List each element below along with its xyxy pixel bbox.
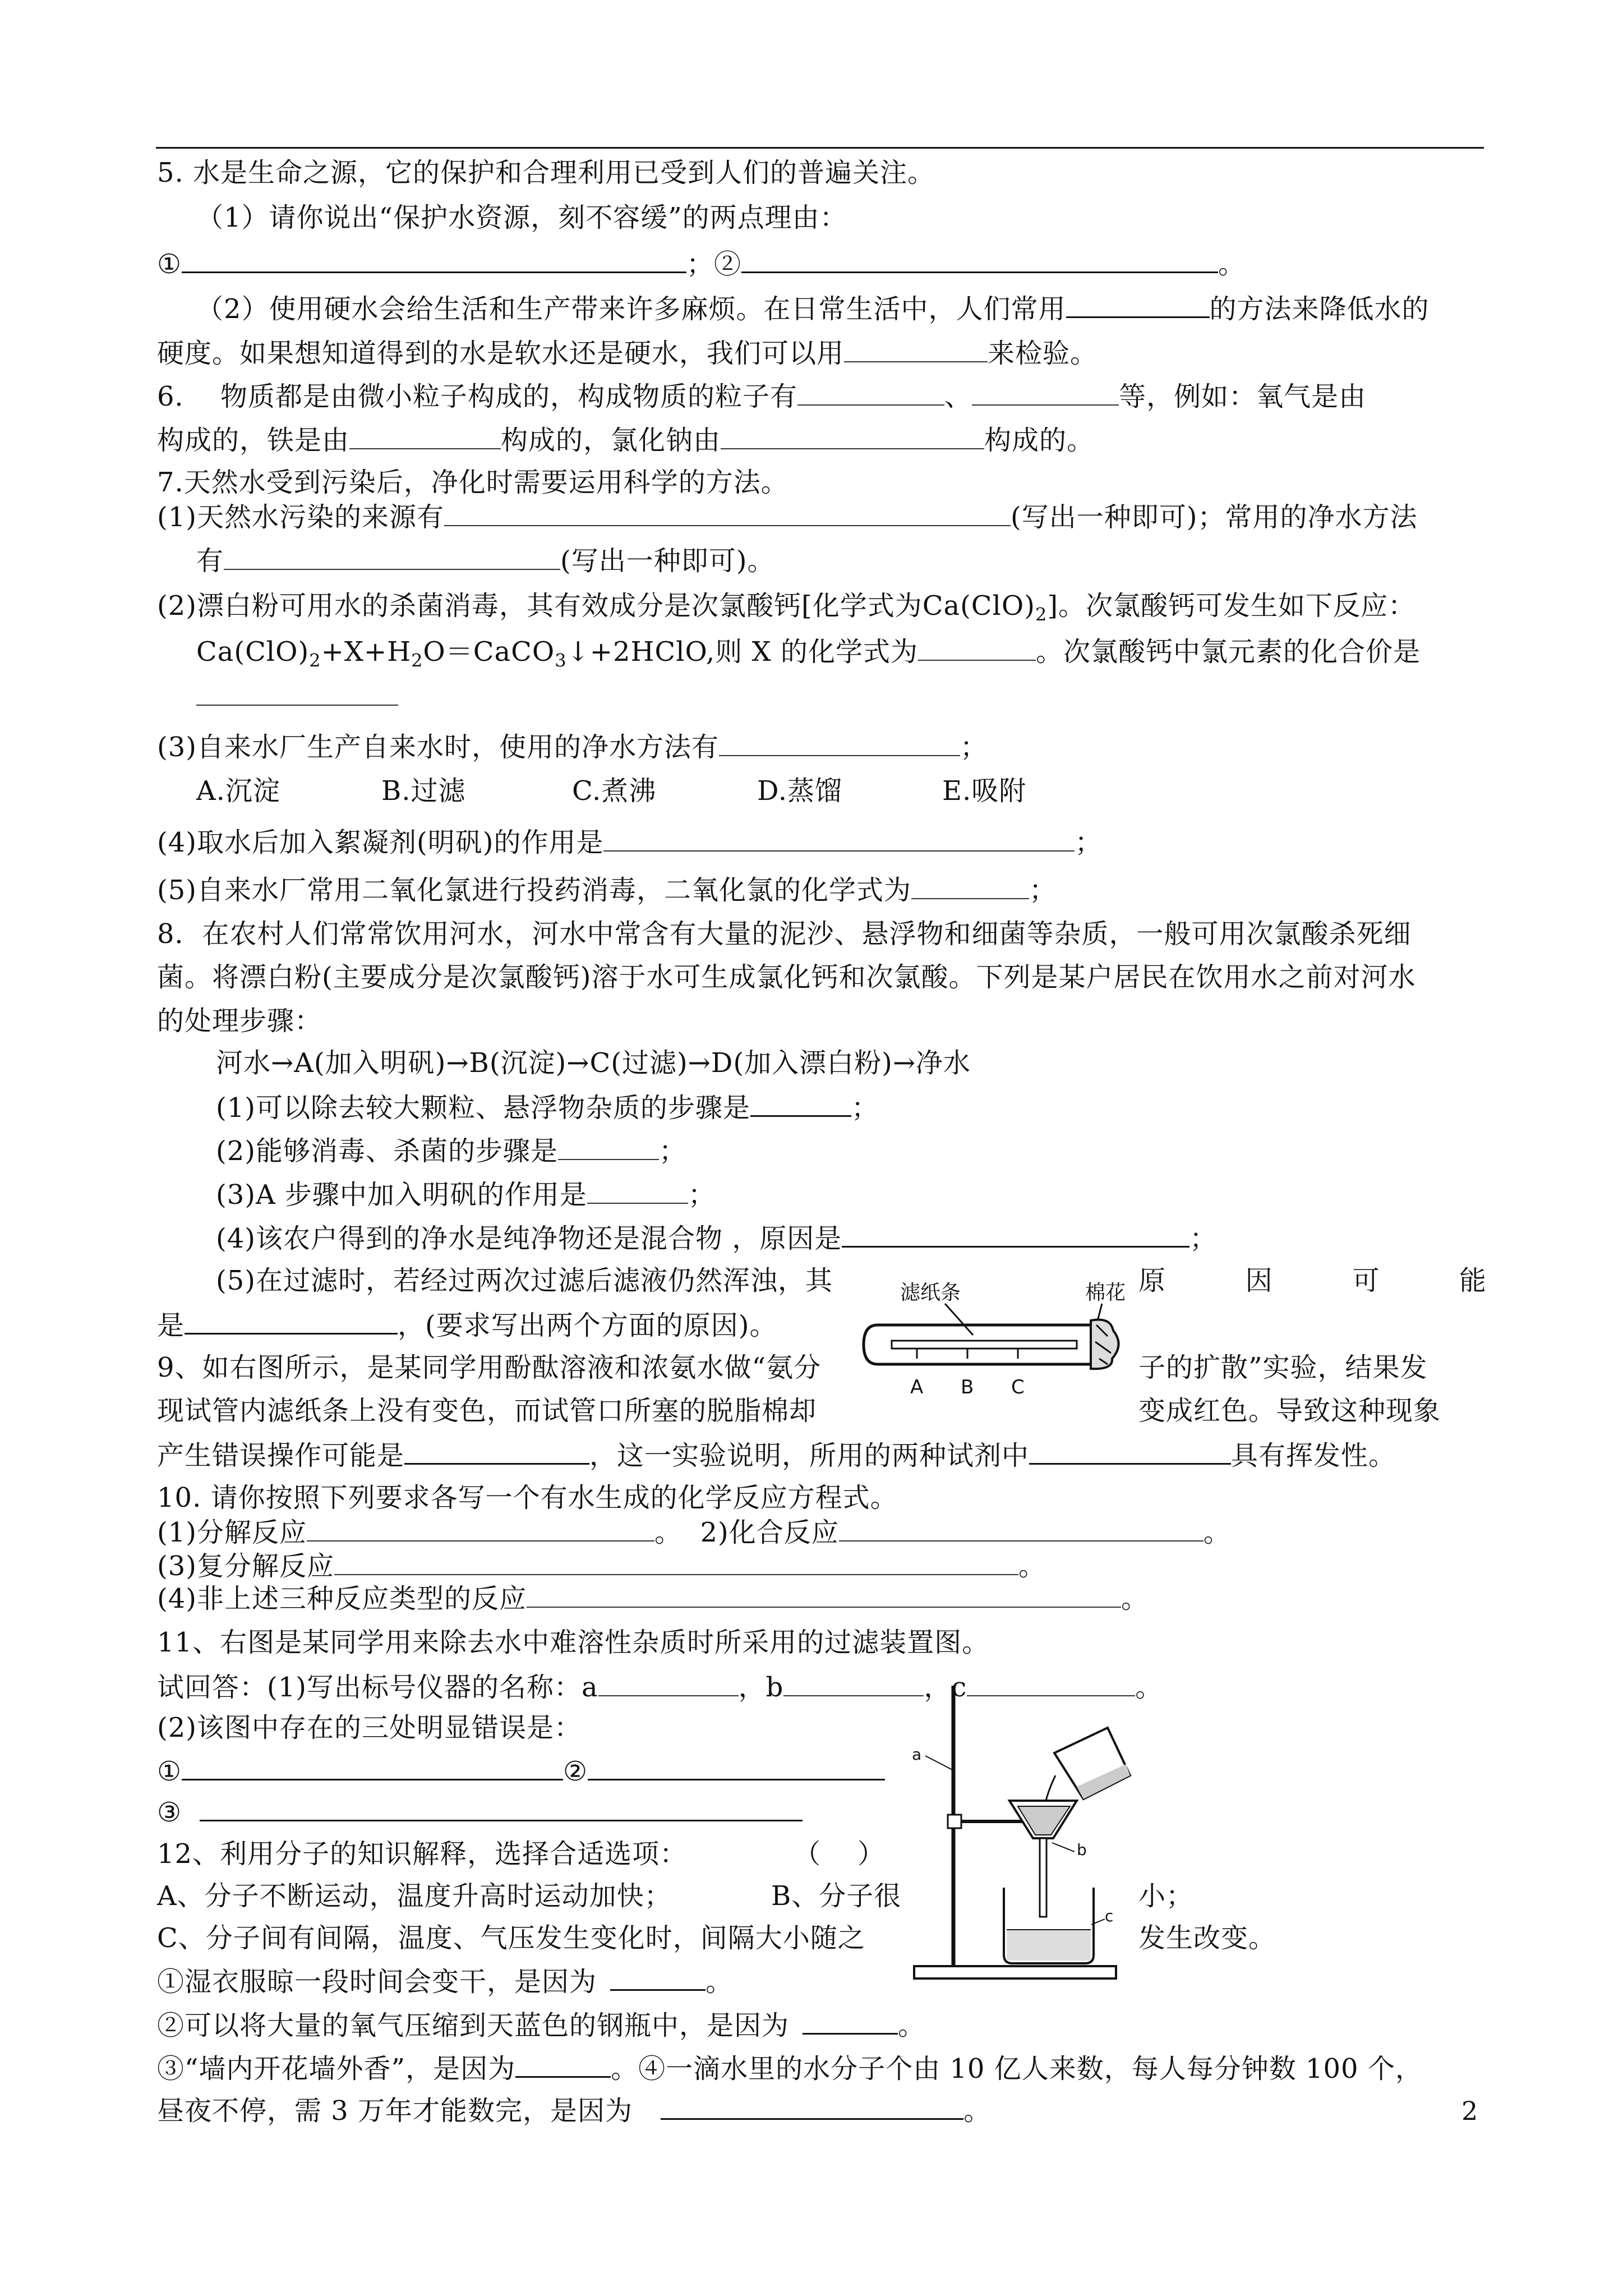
- text: 构成的，铁是由: [157, 425, 350, 456]
- q12-part1: [157, 1963, 733, 1999]
- q12-option-c-end: [1138, 1921, 1276, 1955]
- text: 硬度。如果想知道得到的水是软水还是硬水，我们可以用: [157, 338, 845, 369]
- q11-part2-answer3: [157, 1794, 803, 1829]
- answer-paren[interactable]: （ ）: [794, 1838, 886, 1870]
- q8-part3: [216, 1177, 716, 1212]
- text: 变成红色。导致这种现象: [1138, 1395, 1441, 1427]
- q6-cont: [157, 422, 1094, 457]
- option: A.沉淀: [196, 775, 280, 807]
- q10-part4: [157, 1581, 1149, 1616]
- q8-part5-cont: [157, 1307, 777, 1342]
- text: (写出一种即可)；常用的净水方法: [1011, 501, 1418, 533]
- text: 2: [1035, 604, 1048, 625]
- text: ③“墙内开花墙外香”，是因为: [157, 2053, 516, 2085]
- q11-title: [157, 1626, 989, 1659]
- text: 12、利用分子的知识解释，选择合适选项：: [157, 1838, 688, 1870]
- text: 3: [555, 650, 567, 671]
- text: ，这一实验说明，所用的两种试剂中: [589, 1440, 1030, 1471]
- q12-option-c: [157, 1921, 865, 1955]
- answer-blank[interactable]: [1066, 291, 1210, 318]
- text: 产生错误操作可能是: [157, 1440, 405, 1471]
- text: 原: [1138, 1265, 1166, 1296]
- test-tube-diagram: [861, 1269, 1130, 1415]
- mark-label: A: [910, 1376, 924, 1398]
- text: ，(要求写出两个方面的原因)。: [398, 1310, 777, 1341]
- text: 小；: [1138, 1880, 1194, 1912]
- text: ；: [1189, 1223, 1218, 1254]
- option: C.煮沸: [572, 775, 657, 807]
- text: 是: [157, 1310, 185, 1341]
- text: ，c: [924, 1672, 967, 1703]
- answer-blank[interactable]: [719, 729, 960, 756]
- label-c: c: [1105, 1907, 1114, 1925]
- answer-blank[interactable]: [741, 246, 1218, 273]
- q12-title: [157, 1837, 687, 1871]
- text: ↓+2HClO,则 X 的化学式为: [566, 636, 918, 668]
- answer-blank[interactable]: [783, 1669, 924, 1696]
- text: (1)天然水污染的来源有: [157, 501, 444, 533]
- q5-part1: [196, 201, 847, 234]
- header-rule: [156, 147, 1484, 149]
- text: （2）使用硬水会给生活和生产带来许多麻烦。在日常生活中，人们常用: [196, 293, 1066, 325]
- q8-part5: [216, 1264, 833, 1297]
- q7-part3: [157, 729, 988, 764]
- label-a: a: [912, 1745, 922, 1764]
- q9-line1b: [1138, 1351, 1428, 1384]
- q7-blank-line: [196, 679, 398, 714]
- text: 的处理步骤：: [157, 1005, 322, 1037]
- text: ①: [157, 1756, 182, 1787]
- q8-line1: [157, 917, 1412, 951]
- q5-part2-cont: [157, 335, 1098, 370]
- text: 。: [1203, 1517, 1231, 1548]
- text: 来检验。: [988, 338, 1098, 369]
- text: ①: [157, 249, 182, 280]
- page-number: 2: [1461, 2096, 1478, 2126]
- q9-line1: [157, 1351, 821, 1384]
- q8-part5-justified: [1138, 1264, 1486, 1297]
- answer-blank[interactable]: [918, 634, 1036, 661]
- text: (1)分解反应: [157, 1517, 307, 1548]
- answer-blank[interactable]: [558, 1133, 659, 1160]
- answer-blank[interactable]: [200, 1794, 803, 1821]
- q12-part3: [157, 2050, 1423, 2086]
- q8-part2: [216, 1133, 686, 1168]
- answer-blank[interactable]: [797, 379, 944, 406]
- text: ③: [157, 1797, 182, 1828]
- answer-blank[interactable]: [404, 1437, 589, 1465]
- q12-part4: [157, 2092, 991, 2128]
- text: 因: [1245, 1265, 1272, 1296]
- answer-blank[interactable]: [182, 1753, 563, 1780]
- q5-part2: [196, 291, 1430, 326]
- text: 现试管内滤纸条上没有变色，而试管口所塞的脱脂棉却: [157, 1395, 817, 1427]
- q12-option-a: [157, 1879, 672, 1913]
- q7-part4: [157, 825, 1102, 859]
- text: 可: [1352, 1265, 1380, 1296]
- cotton-label: 棉花: [1085, 1281, 1126, 1304]
- text: ；: [851, 1092, 879, 1124]
- text: 7.天然水受到污染后，净化时需要运用科学的方法。: [157, 467, 789, 498]
- text: ①湿衣服晾一段时间会变干，是因为: [157, 1966, 597, 1998]
- text: ；: [960, 731, 988, 763]
- text: 2: [309, 650, 321, 671]
- text: 10. 请你按照下列要求各写一个有水生成的化学反应方程式。: [157, 1482, 898, 1513]
- text: A、分子不断运动，温度升高时运动加快；: [157, 1880, 672, 1912]
- mark-label: C: [1011, 1376, 1025, 1398]
- text: 。: [898, 2010, 926, 2041]
- text: 。: [706, 1966, 734, 1998]
- text: (5)在过滤时，若经过两次过滤后滤液仍然浑浊，其: [216, 1265, 833, 1296]
- text: 。④一滴水里的水分子个由 10 亿人来数，每人每分钟数 100 个，: [611, 2053, 1423, 2085]
- text: 6． 物质都是由微小粒子构成的，构成物质的粒子有: [157, 381, 798, 412]
- text: 2: [411, 650, 423, 671]
- q7-part2: [157, 589, 1415, 632]
- answer-blank[interactable]: [444, 499, 1011, 526]
- answer-blank[interactable]: [721, 422, 984, 449]
- answer-blank[interactable]: [224, 543, 560, 570]
- text: 。: [963, 2095, 992, 2127]
- text: （1）请你说出“保护水资源，刻不容缓”的两点理由：: [196, 202, 847, 233]
- answer-blank[interactable]: [588, 1753, 885, 1780]
- q7-part1-cont: [196, 543, 774, 578]
- q11-part2: [157, 1711, 582, 1745]
- text: (4)该农户得到的净水是纯净物还是混合物 ，原因是: [216, 1223, 842, 1254]
- text: (2)该图中存在的三处明显错误是：: [157, 1712, 582, 1743]
- option: D.蒸馏: [757, 775, 843, 807]
- text: 。 2)化合反应: [654, 1517, 839, 1548]
- text: 子的扩散”实验，结果发: [1138, 1352, 1428, 1383]
- q7-part1: [157, 499, 1417, 534]
- q8-steps: [216, 1046, 971, 1080]
- text: 菌。将漂白粉(主要成分是次氯酸钙)溶于水可生成氯化钙和次氯酸。下列是某户居民在饮用水之前对河水: [157, 961, 1416, 993]
- q11-part2-answers: [157, 1753, 885, 1788]
- text: (3)A 步骤中加入明矾的作用是: [216, 1179, 587, 1211]
- q10-part1: [157, 1515, 1231, 1549]
- q7-equation: [196, 634, 1421, 678]
- answer-blank[interactable]: [972, 379, 1119, 406]
- text: (4)非上述三种反应类型的反应: [157, 1583, 527, 1614]
- answer-blank[interactable]: [839, 1515, 1204, 1542]
- text: 。次氯酸钙中氯元素的化合价是: [1035, 636, 1421, 668]
- text: 发生改变。: [1138, 1922, 1276, 1954]
- text: 试回答：(1)写出标号仪器的名称：a: [157, 1672, 598, 1703]
- filtration-apparatus-diagram: [909, 1674, 1144, 1983]
- text: 的方法来降低水的: [1209, 293, 1430, 325]
- answer-blank[interactable]: [587, 1177, 688, 1204]
- answer-blank[interactable]: [349, 422, 501, 449]
- text: Ca(ClO): [196, 636, 310, 668]
- answer-blank[interactable]: [515, 2050, 611, 2078]
- answer-blank[interactable]: [661, 2092, 963, 2120]
- text: 。: [1121, 1583, 1149, 1614]
- q9-line2b: [1138, 1394, 1441, 1428]
- text: ；: [659, 1135, 687, 1167]
- answer-blank[interactable]: [185, 1307, 398, 1335]
- text: (3)复分解反应: [157, 1550, 334, 1582]
- text: (2)能够消毒、杀菌的步骤是: [216, 1135, 558, 1167]
- text: ；: [688, 1179, 716, 1211]
- q8-part1: [216, 1089, 879, 1125]
- answer-blank[interactable]: [911, 872, 1029, 899]
- text: 构成的，氯化钠由: [501, 425, 721, 456]
- q10-title: [157, 1481, 898, 1515]
- answer-blank[interactable]: [598, 1669, 739, 1696]
- text: (1)可以除去较大颗粒、悬浮物杂质的步骤是: [216, 1092, 750, 1124]
- text: 11、右图是某同学用来除去水中难溶性杂质时所采用的过滤装置图。: [157, 1627, 990, 1658]
- answer-blank[interactable]: [527, 1581, 1121, 1608]
- q12-option-b: [771, 1879, 901, 1913]
- answer-blank[interactable]: [1029, 1437, 1231, 1465]
- text: 5. 水是生命之源，它的保护和合理利用已受到人们的普遍关注。: [157, 157, 935, 188]
- text: 有: [196, 545, 224, 577]
- answer-blank[interactable]: [842, 1220, 1189, 1248]
- label-b: b: [1077, 1841, 1087, 1859]
- q8-line3: [157, 1004, 322, 1038]
- text: 具有挥发性。: [1231, 1440, 1396, 1471]
- text: 河水→A(加入明矾)→B(沉淀)→C(过滤)→D(加入漂白粉)→净水: [216, 1047, 971, 1079]
- text: (2)漂白粉可用水的杀菌消毒，其有效成分是次氯酸钙[化学式为Ca(ClO): [157, 590, 1035, 622]
- text: 能: [1459, 1265, 1486, 1296]
- option: B.过滤: [381, 775, 466, 807]
- text: +X+H: [321, 636, 412, 668]
- text: ②可以将大量的氧气压缩到天蓝色的钢瓶中，是因为: [157, 2010, 790, 2041]
- answer-blank[interactable]: [844, 335, 988, 362]
- filter-strip-label: 滤纸条: [900, 1281, 961, 1304]
- text: ]。次氯酸钙可发生如下反应：: [1047, 590, 1416, 622]
- text: ②: [563, 1756, 588, 1787]
- q5-part1-answers: [157, 246, 1246, 281]
- option: E.吸附: [942, 775, 1027, 807]
- q9-line2: [157, 1394, 817, 1428]
- text: (5)自来水厂常用二氧化氯进行投药消毒，二氧化氯的化学式为: [157, 875, 911, 906]
- q6: [157, 379, 1366, 413]
- text: 等，例如：氧气是由: [1119, 381, 1367, 412]
- text: 、: [944, 381, 972, 412]
- text: 8．在农村人们常常饮用河水，河水中常含有大量的泥沙、悬浮物和细菌等杂质，一般可用次氯酸杀死细: [157, 918, 1412, 950]
- answer-blank[interactable]: [307, 1515, 654, 1542]
- text: 9、如右图所示，是某同学用酚酞溶液和浓氨水做“氨分: [157, 1352, 822, 1383]
- answer-blank[interactable]: [196, 679, 398, 706]
- q7-title: [157, 466, 789, 499]
- mark-label: B: [961, 1376, 974, 1398]
- text: ；: [1075, 827, 1103, 858]
- q7-part5: [157, 872, 1057, 907]
- text: 昼夜不停，需 3 万年才能数完，是因为: [157, 2095, 633, 2127]
- q5-title: [157, 156, 935, 190]
- text: 。: [1135, 1672, 1163, 1703]
- answer-blank[interactable]: [182, 246, 686, 273]
- q10-part3: [157, 1548, 1046, 1583]
- text: ，b: [738, 1672, 784, 1703]
- text: O＝CaCO: [423, 636, 555, 668]
- text: B、分子很: [771, 1880, 902, 1912]
- q9-line3: [157, 1437, 1396, 1473]
- answer-blank[interactable]: [603, 825, 1075, 852]
- text: ；: [1029, 875, 1057, 906]
- q12-part2: [157, 2007, 925, 2042]
- text: 构成的。: [984, 425, 1095, 456]
- text: ；②: [686, 249, 742, 280]
- answer-blank[interactable]: [803, 2007, 898, 2035]
- answer-blank[interactable]: [334, 1548, 1018, 1575]
- text: (3)自来水厂生产自来水时，使用的净水方法有: [157, 731, 719, 763]
- text: (4)取水后加入絮凝剂(明矾)的作用是: [157, 827, 604, 858]
- answer-blank[interactable]: [610, 1963, 706, 1991]
- answer-blank[interactable]: [750, 1089, 851, 1117]
- text: C、分子间有间隔，温度、气压发生变化时，间隔大小随之: [157, 1922, 865, 1954]
- text: (写出一种即可)。: [560, 545, 775, 577]
- q12-paren: [794, 1837, 885, 1871]
- q8-part4: [216, 1220, 1217, 1255]
- q8-line2: [157, 960, 1415, 994]
- text: 。: [1018, 1550, 1046, 1582]
- text: 。: [1218, 249, 1246, 280]
- q12-option-b-end: [1138, 1879, 1193, 1913]
